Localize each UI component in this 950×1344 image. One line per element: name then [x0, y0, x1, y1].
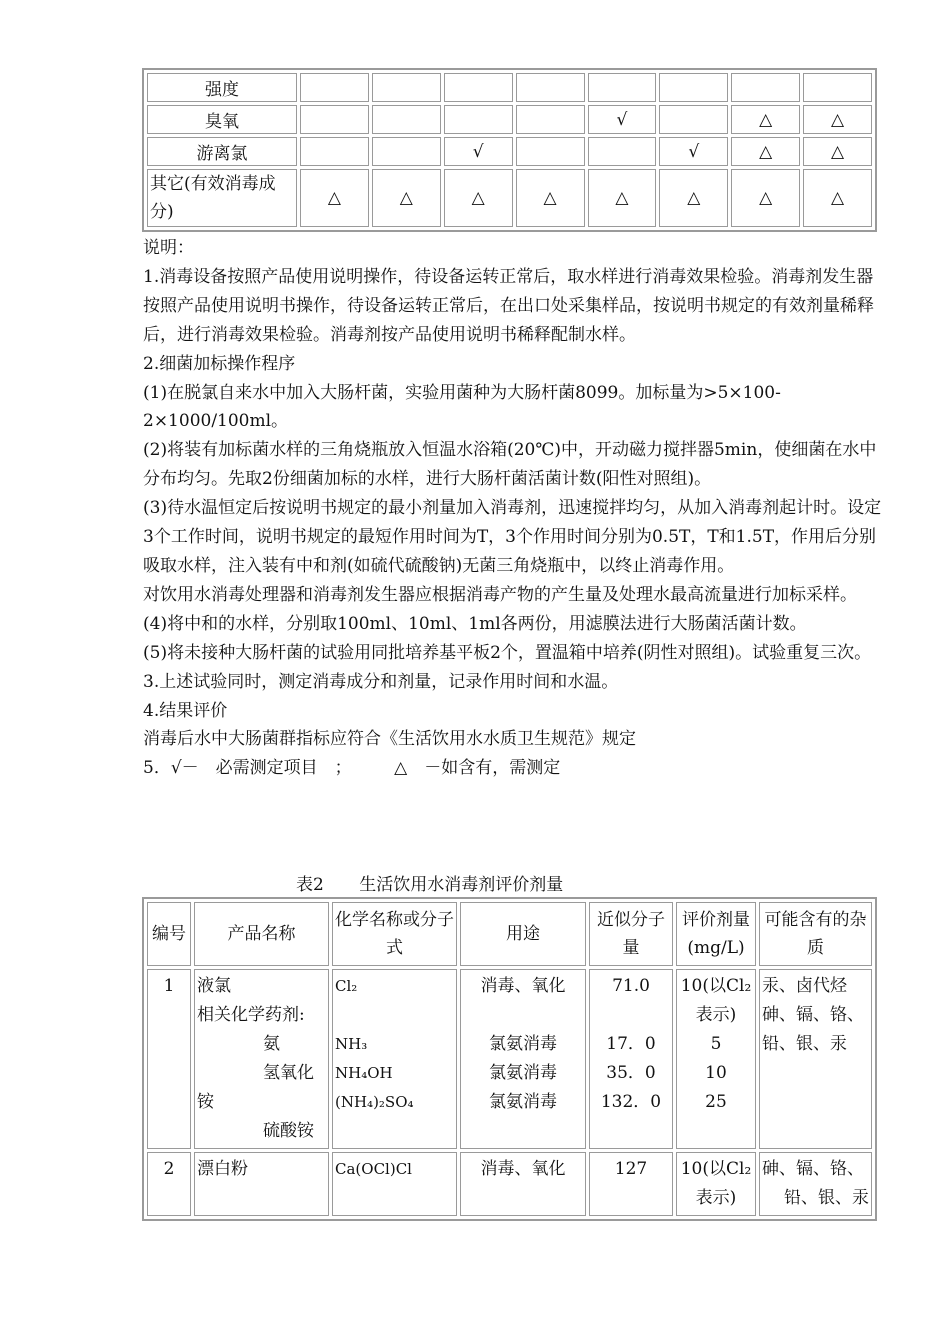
dose: 表示)	[695, 1005, 737, 1025]
use: 消毒、氧化	[480, 976, 566, 996]
product-name-cell	[194, 969, 329, 1149]
use: 氯氨消毒	[489, 1063, 557, 1083]
note-line: (5)将未接种大肠杆菌的试验用同批培养基平板2个，置温箱中培养(阴性对照组)。试验重复三次。	[143, 642, 872, 663]
table-cell	[372, 105, 441, 134]
note-line: 5．√－ 必需测定项目 ； △ －如含有，需测定	[143, 758, 561, 779]
dose-cell	[676, 1152, 756, 1216]
table-row	[147, 137, 872, 166]
product-name: 液氯	[197, 976, 231, 996]
dose: 10(以Cl₂	[680, 976, 752, 996]
table-number: 表2	[296, 875, 324, 895]
note-line: (1)在脱氯自来水中加入大肠杆菌，实验用菌种为大肠杆菌8099。加标量为>5×100-2×1000/100ml。	[143, 382, 781, 432]
impurity-cell	[759, 969, 872, 1149]
product-name: 硫酸铵	[263, 1121, 314, 1141]
table-cell	[516, 73, 585, 102]
table-cell	[659, 73, 728, 102]
table-caption	[296, 870, 593, 895]
table-cell	[300, 105, 369, 134]
table-cell: △	[588, 169, 657, 227]
dose: 表示)	[695, 1188, 737, 1208]
note-line: (4)将中和的水样，分别取100ml、10ml、1ml各两份，用滤膜法进行大肠菌活菌计数。	[143, 613, 807, 634]
column-header: 化学名称或分子式	[332, 902, 457, 966]
molecular-weight: 17．0	[606, 1034, 656, 1054]
column-header: 编号	[147, 902, 191, 966]
dose: 5	[710, 1034, 722, 1054]
impurity-cell	[759, 1152, 872, 1216]
use: 氯氨消毒	[489, 1034, 557, 1054]
formula: (NH₄)₂SO₄	[335, 1093, 414, 1111]
impurity: 汞、卤代烃	[762, 976, 847, 996]
note-line: (2)将装有加标菌水样的三角烧瓶放入恒温水浴箱(20℃)中，开动磁力搅拌器5min，使细菌在水中分布均匀。先取2份细菌加标的水样，进行大肠杆菌活菌计数(阳性对照组)。	[143, 440, 877, 490]
formula-cell	[332, 969, 457, 1149]
row-label: 游离氯	[147, 137, 297, 166]
notes-section	[143, 234, 883, 783]
table-cell	[516, 105, 585, 134]
row-label: 强度	[147, 73, 297, 102]
table-title: 生活饮用水消毒剂评价剂量	[359, 875, 564, 895]
table-cell	[444, 73, 513, 102]
note-line: 1.消毒设备按照产品使用说明操作，待设备运转正常后，取水样进行消毒效果检验。消毒剂发生器按照产品使用说明书操作，待设备运转正常后，在出口处采集样品，按说明书规定的有效剂量稀释后，进行消毒效果检验。消毒剂按产品使用说明书稀释配制水样。	[143, 266, 874, 345]
table-cell	[372, 137, 441, 166]
mw-cell	[589, 969, 673, 1149]
dose-cell	[676, 969, 756, 1149]
row-label: 其它(有效消毒成分)	[147, 169, 297, 227]
table-cell: △	[803, 169, 872, 227]
formula: Cl₂	[335, 977, 358, 995]
use-cell	[460, 969, 586, 1149]
note-line: 4.结果评价	[143, 700, 228, 721]
table-header-row	[147, 902, 872, 966]
table-cell	[300, 137, 369, 166]
use: 消毒、氧化	[460, 1152, 586, 1216]
product-name: 氢氧化	[263, 1063, 314, 1083]
table-row	[147, 73, 872, 102]
table-cell: △	[372, 169, 441, 227]
column-header: 近似分子量	[589, 902, 673, 966]
row-number: 2	[147, 1152, 191, 1216]
criteria-table	[142, 68, 877, 232]
impurity: 砷、镉、铬、	[762, 1005, 864, 1025]
table-cell: △	[300, 169, 369, 227]
table-cell: △	[731, 169, 800, 227]
table-cell	[372, 73, 441, 102]
table-row	[147, 969, 872, 1149]
row-number: 1	[147, 969, 191, 1149]
dose: 10	[705, 1063, 727, 1083]
table-row	[147, 105, 872, 134]
column-header: 用途	[460, 902, 586, 966]
table-cell: △	[659, 169, 728, 227]
table-cell	[444, 105, 513, 134]
molecular-weight: 132．0	[600, 1092, 662, 1112]
table-row	[147, 169, 872, 227]
row-label: 臭氧	[147, 105, 297, 134]
table-cell: △	[803, 137, 872, 166]
table-cell	[588, 73, 657, 102]
formula: NH₃	[335, 1035, 368, 1053]
table-cell: △	[803, 105, 872, 134]
table-cell: √	[588, 105, 657, 134]
molecular-weight: 35．0	[606, 1063, 656, 1083]
table-cell: △	[516, 169, 585, 227]
column-header: 可能含有的杂质	[759, 902, 872, 966]
impurity: 砷、镉、铬、	[762, 1159, 864, 1179]
product-name: 相关化学药剂:	[197, 1005, 305, 1025]
table-cell: √	[444, 137, 513, 166]
table-cell: △	[731, 105, 800, 134]
column-header: 评价剂量(mg/L)	[676, 902, 756, 966]
impurity: 铅、银、汞	[784, 1188, 869, 1208]
table-cell	[300, 73, 369, 102]
column-header: 产品名称	[194, 902, 329, 966]
table-cell	[659, 105, 728, 134]
table-cell: △	[731, 137, 800, 166]
table-row	[147, 1152, 872, 1216]
molecular-weight: 127	[589, 1152, 673, 1216]
note-line: (3)待水温恒定后按说明书规定的最小剂量加入消毒剂，迅速搅拌均匀，从加入消毒剂起计时。设定3个工作时间，说明书规定的最短作用时间为T，3个作用时间分别为0.5T，T和1.5T，作用后分别吸取水样，注入装有中和剂(如硫代硫酸钠)无菌三角烧瓶中，以终止消毒作用。	[143, 498, 882, 576]
formula: NH₄OH	[335, 1064, 393, 1082]
impurity: 铅、银、汞	[762, 1034, 847, 1054]
note-line: 对饮用水消毒处理器和消毒剂发生器应根据消毒产物的产生量及处理水最高流量进行加标采样。	[143, 584, 857, 605]
product-name: 漂白粉	[194, 1152, 329, 1216]
dose: 25	[705, 1092, 727, 1112]
table-cell: △	[444, 169, 513, 227]
use: 氯氨消毒	[489, 1092, 557, 1112]
formula: Ca(OCl)Cl	[332, 1152, 457, 1216]
molecular-weight: 71.0	[612, 976, 650, 996]
product-name: 铵	[197, 1092, 214, 1112]
product-name: 氨	[263, 1034, 280, 1054]
note-line: 消毒后水中大肠菌群指标应符合《生活饮用水水质卫生规范》规定	[143, 729, 636, 750]
table-cell	[731, 73, 800, 102]
dose-table	[142, 897, 877, 1221]
table-cell	[588, 137, 657, 166]
dose: 10(以Cl₂	[680, 1159, 752, 1179]
note-line: 3.上述试验同时，测定消毒成分和剂量，记录作用时间和水温。	[143, 671, 619, 692]
table-cell: √	[659, 137, 728, 166]
table-cell	[516, 137, 585, 166]
note-line: 2.细菌加标操作程序	[143, 353, 296, 374]
note-line: 说明：	[143, 238, 194, 258]
table-cell	[803, 73, 872, 102]
